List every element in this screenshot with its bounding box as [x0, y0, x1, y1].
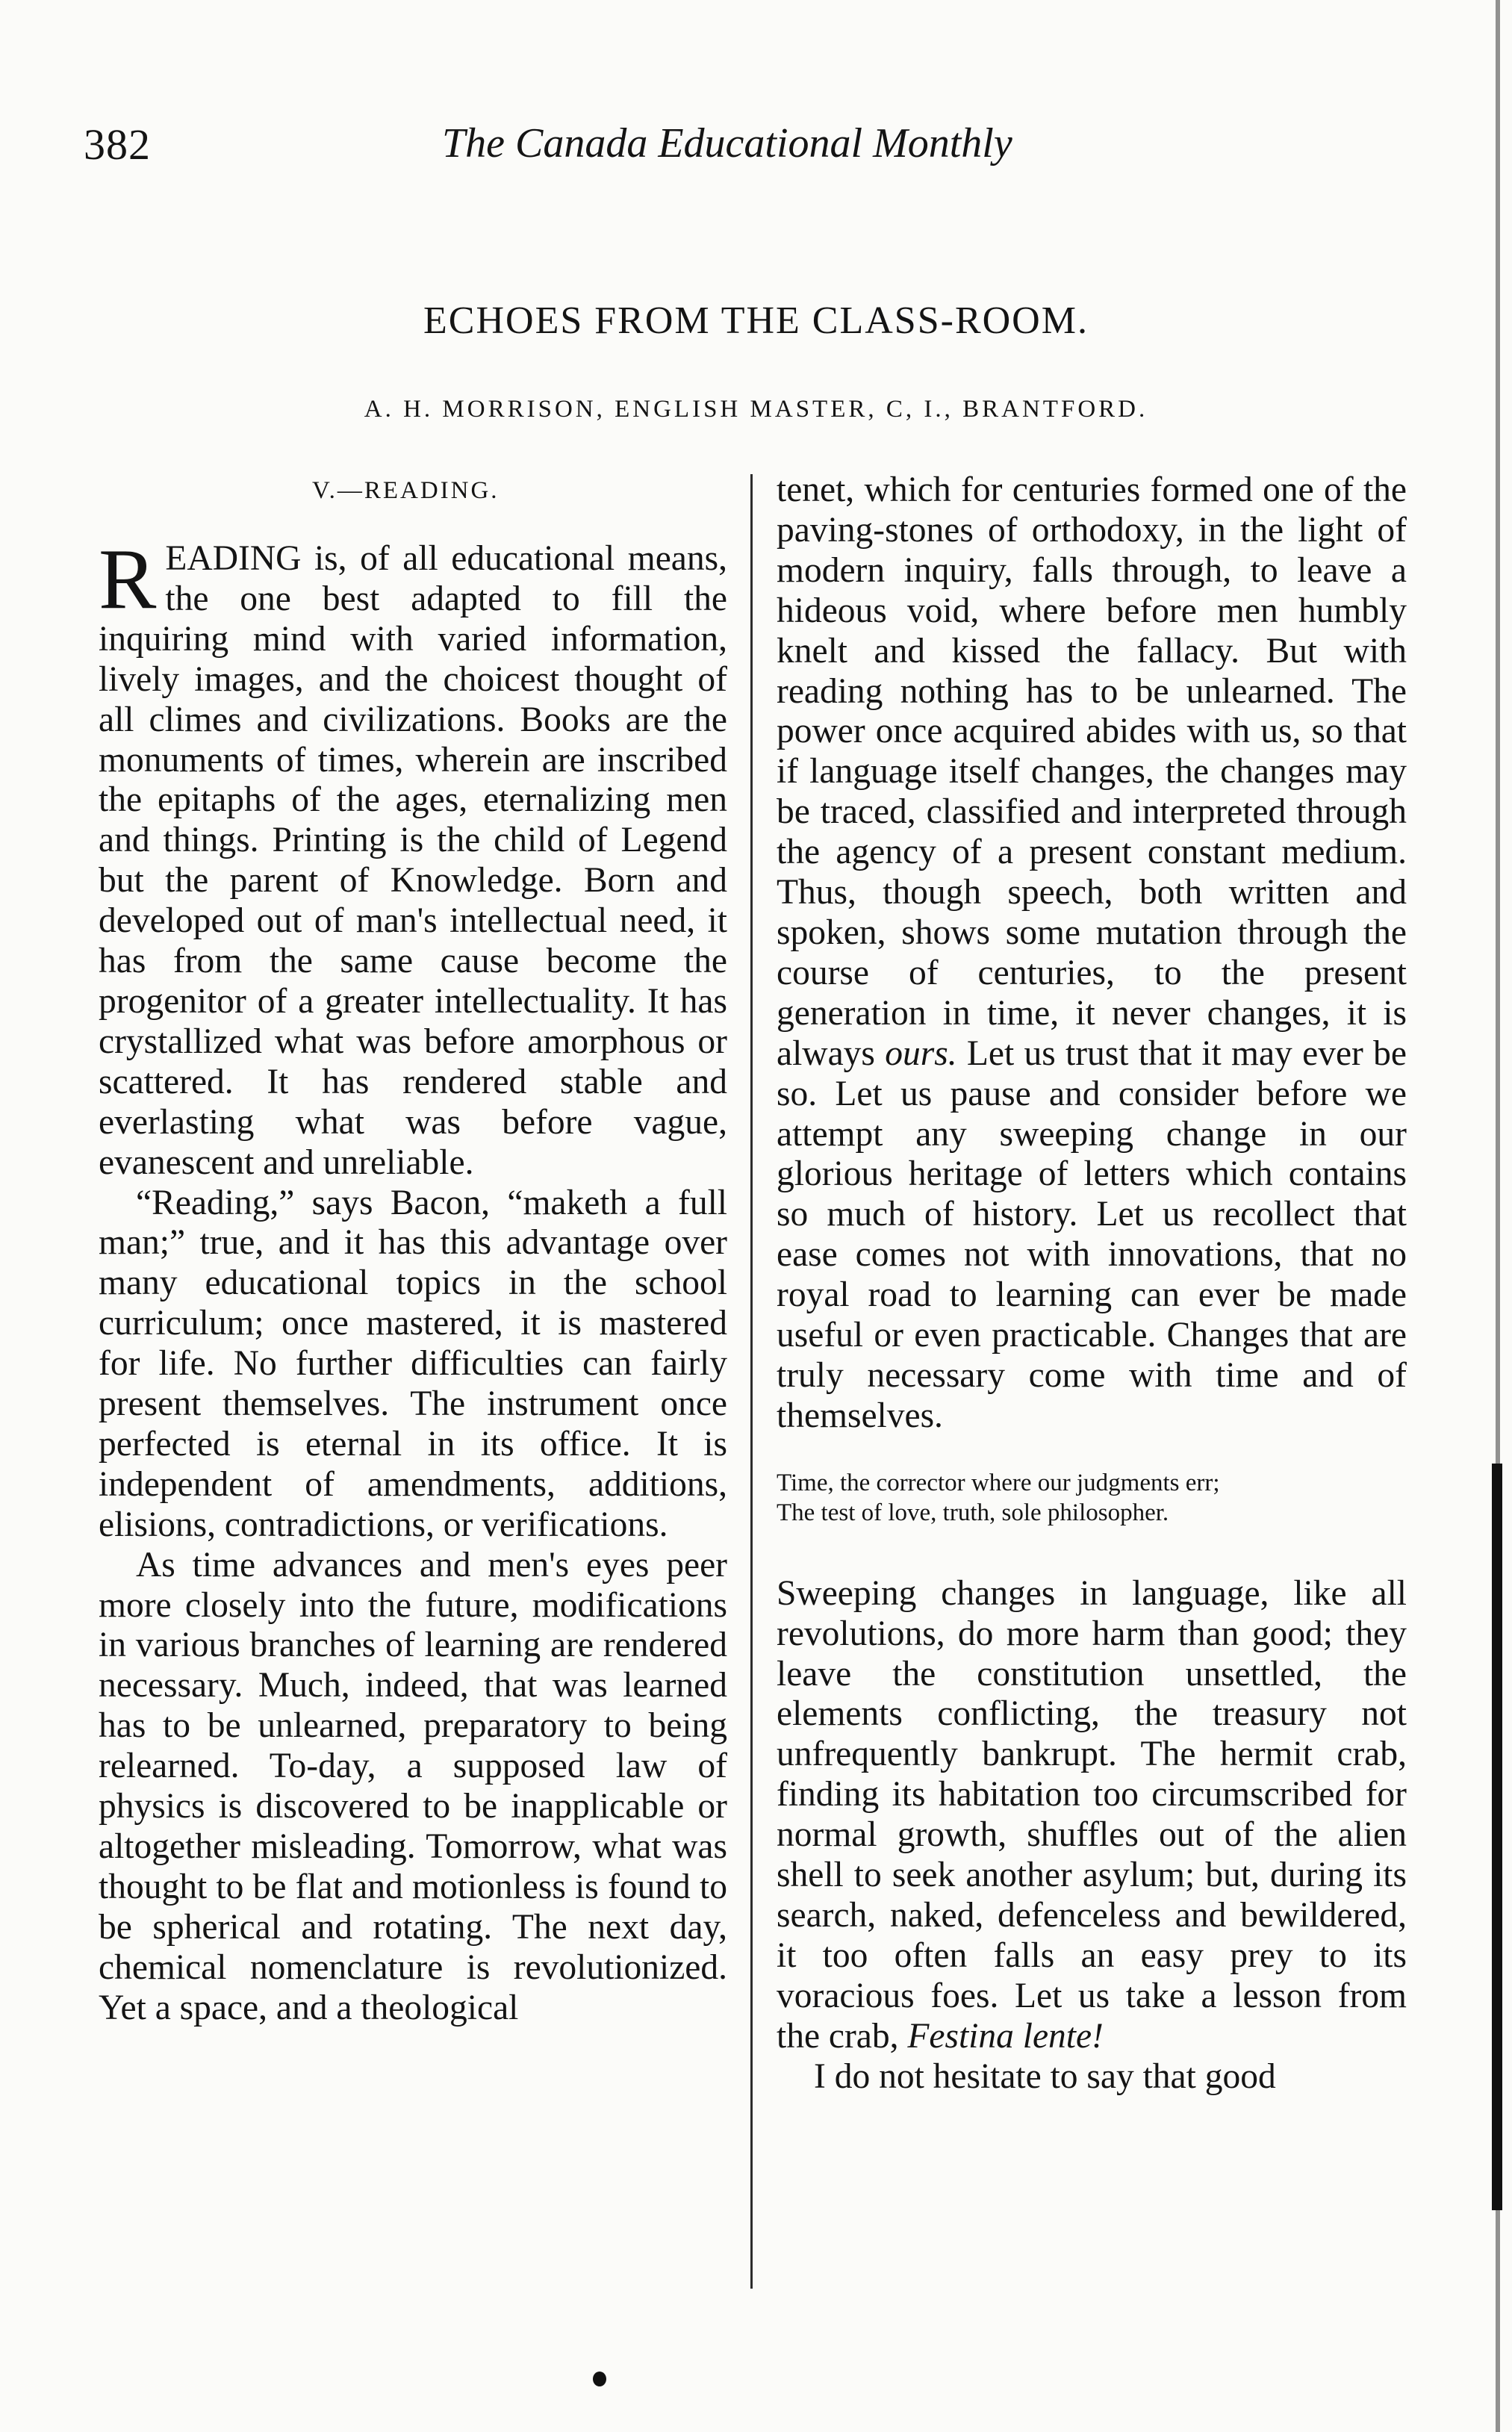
emphasis-ours: ours.: [885, 1033, 957, 1073]
paragraph-1-text: EADING is, of all educational means, the one best adapted to fill the inquiring mind with varied information, lively images, and the choicest thought of all climes and civilizations. Books are the monuments of times, wherein are inscribed the epitaphs of the ages, eternalizing men and things. Printing is the child of Legend but the parent of Knowledge. Born and developed out of man's intellectual need, it has from the same cause become the progenitor of a greater intellectuality. It has crystallized what was before amorphous or scattered. It has rendered stable and everlasting what was before vague, evanescent and unreliable.: [99, 539, 727, 1182]
journal-title: The Canada Educational Monthly: [442, 120, 1012, 167]
column-divider: [750, 474, 753, 2289]
paragraph-2: “Reading,” says Bacon, “maketh a full man;” true, and it has this advantage over many educational topics in the school curriculum; once mastered, it is mastered for life. No further difficulties can fairly present themselves. The instrument once perfected is eternal in its office. It is independent of amendments, additions, elisions, contradictions, or verifications.: [99, 1183, 727, 1544]
latin-phrase: Festina lente!: [907, 2016, 1104, 2056]
page-edge-bar: [1492, 1464, 1502, 2210]
verse-line-2: The test of love, truth, sole philosopher.: [777, 1499, 1169, 1526]
paragraph-6: I do not hesitate to say that good: [814, 2056, 1276, 2096]
paragraph-4-text-b: Let us trust that it may ever be so. Let us pause and consider before we attempt any sweeping change in our glorious heritage of letters which contains so much of history. Let us recollect that ease comes not with innovations, that no royal road to learning can ever be made useful or even practicable. Changes that are truly necessary come with time and of themselves.: [777, 1033, 1407, 1435]
section-heading: V.—READING.: [312, 477, 500, 504]
page-number: 382: [84, 120, 151, 169]
printers-ornament: [593, 2372, 606, 2386]
drop-cap: R: [99, 532, 157, 627]
article-title: ECHOES FROM THE CLASS-ROOM.: [423, 299, 1089, 342]
paragraph-4: [777, 470, 1407, 1437]
running-head: [84, 119, 1413, 179]
paragraph-5-text: Sweeping changes in language, like all revolutions, do more harm than good; they leave the constitution unsettled, the elements conflicting, the treasury not unfrequently bankrupt. The hermit crab, finding its habitation too circumscribed for normal growth, shuffles out of the alien shell to seek another asylum; but, during its search, naked, defenceless and bewildered, it too often falls an easy prey to its voracious foes. Let us take a lesson from the crab,: [777, 1573, 1407, 2056]
article-byline: A. H. MORRISON, ENGLISH MASTER, C, I., BRANTFORD.: [364, 396, 1148, 423]
paragraph-4-text-a: tenet, which for centuries formed one of the paving-stones of orthodoxy, in the light of modern inquiry, falls through, to leave a hideous void, where before men humbly knelt and kissed the fallacy. But with reading nothing has to be unlearned. The power once acquired abides with us, so that if language itself changes, the changes may be traced, classified and interpreted through the agency of a present constant medium. Thus, though speech, both written and spoken, shows some mutation through the course of centuries, to the present generation in time, it never changes, it is always: [777, 470, 1407, 1073]
paragraph-1: [99, 532, 727, 1184]
left-column: [99, 470, 727, 2029]
paragraph-3: As time advances and men's eyes peer more closely into the future, modifications in various branches of learning are rendered necessary. Much, indeed, that was learned has to be unlearned, preparatory to being relearned. To-day, a supposed law of physics is discovered to be inapplicable or altogether misleading. Tomorrow, what was thought to be flat and motionless is found to be spherical and rotating. The next day, chemical nomenclature is revolutionized. Yet a space, and a theological: [99, 1545, 727, 2027]
right-column: [777, 470, 1407, 2097]
verse-line-1: Time, the corrector where our judgments err;: [777, 1469, 1220, 1496]
paragraph-5: [777, 1574, 1407, 2057]
verse-quotation: [777, 1468, 1407, 1528]
